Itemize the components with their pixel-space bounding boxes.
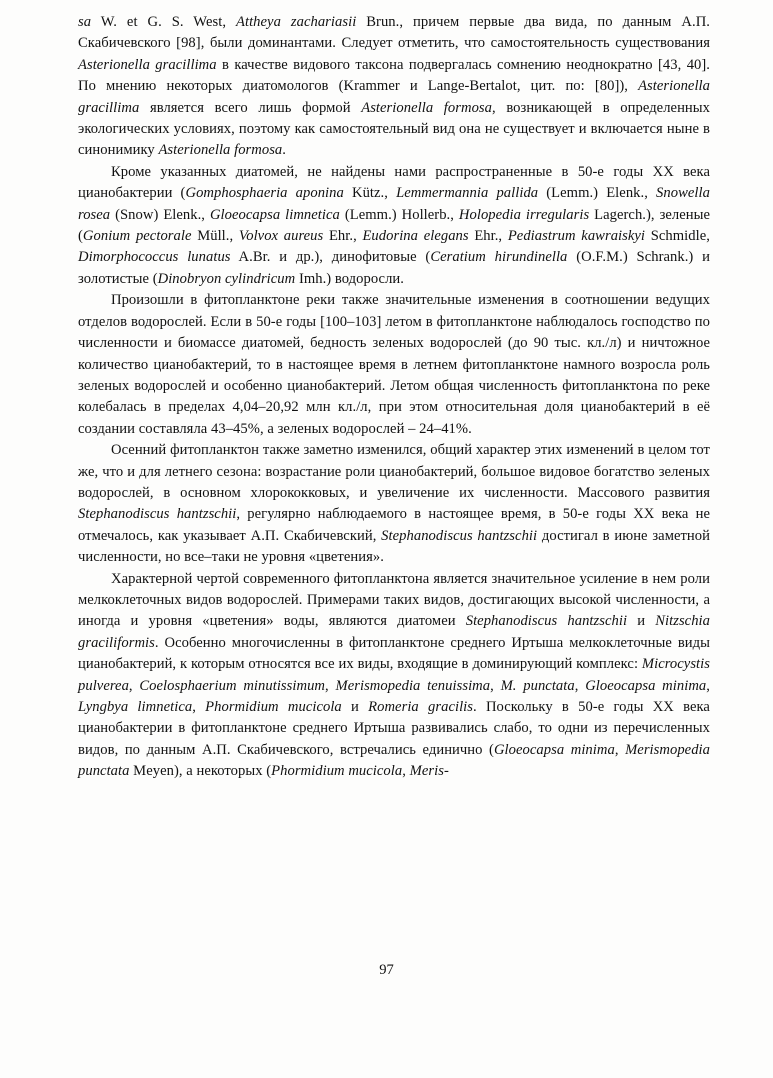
text-run: и — [341, 699, 369, 715]
species-name: Snowella rosea — [78, 185, 710, 223]
species-name: Nitzschia graciliformis — [78, 613, 710, 651]
text-run: W. et G. S. West, — [91, 14, 236, 30]
species-name: Asterionella gracillima — [78, 78, 710, 116]
text-run: , — [325, 677, 336, 694]
species-name: Merismopedia punctata — [78, 741, 710, 780]
text-run: , — [402, 763, 410, 780]
text-run: , регулярно наблюдаемого в настоящее время, в 50-е годы XX века не отмечалось, как указывает А.П. Скабичевский, — [78, 506, 710, 544]
text-run: является всего лишь формой — [139, 99, 362, 116]
species-name: Microcystis pulverea — [78, 656, 710, 694]
species-name: Asterionella gracillima — [78, 56, 217, 73]
text-run: , — [574, 677, 586, 694]
species-name: Ceratium hirundinella — [430, 249, 568, 266]
species-name: Merismopedia tenuissima — [335, 677, 491, 694]
text-run: , — [128, 677, 140, 694]
species-name: Lyngbya limnetica — [78, 699, 193, 715]
species-name: Dinobryon cylindricum — [157, 270, 296, 287]
species-name: Attheya zachariasii — [236, 14, 357, 30]
text-run: , — [490, 677, 501, 694]
species-name: Gloeocapsa minima — [493, 741, 615, 758]
species-name: Coelosphaerium minutissimum — [139, 677, 326, 694]
species-name: Volvox aureus — [238, 228, 324, 245]
text-run: , — [706, 677, 710, 694]
species-name: Meris- — [409, 763, 449, 780]
text-run: Kütz., — [343, 185, 397, 202]
species-name: Gonium pectorale — [82, 228, 192, 245]
species-name: Asterionella formosa — [158, 142, 283, 159]
species-name: Gloeocapsa minima — [585, 677, 707, 694]
text-run: (O.F.M.) Schrank.) и золотистые ( — [78, 249, 710, 287]
species-name: Stephanodiscus hantzschii — [465, 613, 628, 630]
species-name: Phormidium mucicola — [271, 763, 403, 780]
paragraph — [78, 290, 710, 440]
page-number: 97 — [379, 962, 394, 978]
text-run: и — [627, 613, 656, 630]
text-run: в качестве видового таксона подвергалась сомнению неоднократно [43, 40]. По мнению некоторых диатомологов (Krammer и Lange-Bertalot, цит. по: [80]), — [78, 56, 710, 95]
paragraph — [78, 569, 710, 783]
species-name: Holopedia irregularis — [458, 206, 590, 223]
text-run: Характерной чертой современного фитопланктона является значительное усиление в нем роли мелкоклеточных видов водорослей. Примерами таких видов, достигающих высокой численности, а иногда и уровня «цветения» воды, являются диатомеи — [78, 570, 710, 630]
text-run: , — [192, 699, 206, 715]
text-run: A.Br. и др.), динофитовые ( — [230, 249, 431, 266]
text-run: (Snow) Elenk., — [110, 206, 210, 223]
species-name: Asterionella formosa — [361, 99, 492, 116]
text-run: , — [614, 741, 626, 758]
text-run: Ehr., — [323, 228, 363, 245]
text-run: . Поскольку в 50-е годы XX века цианобактерии в фитопланктоне среднего Иртыша развивались слабо, то одни из перечисленных видов, по данным А.П. Скабичевского, встречались единично ( — [78, 699, 710, 758]
paragraph — [78, 162, 710, 290]
species-name: Eudorina elegans — [362, 228, 469, 245]
text-run: Imh.) водоросли. — [295, 270, 404, 287]
body-text — [78, 12, 710, 783]
species-name: M. punctata — [500, 677, 575, 694]
species-name: Phormidium mucicola — [205, 699, 342, 715]
text-run: (Lemm.) Hollerb., — [339, 206, 459, 223]
text-run: Ehr., — [468, 228, 508, 245]
paragraph — [78, 12, 710, 162]
species-name: sa — [78, 14, 92, 30]
species-name: Romeria gracilis — [368, 699, 474, 715]
species-name: Gloeocapsa limnetica — [209, 206, 340, 223]
text-run: , возникающей в определенных экологических условиях, поэтому как самостоятельный вид она не существует и включается ныне в синонимику — [78, 99, 710, 159]
text-run: достигал в июне заметной численности, но все–таки не уровня «цветения». — [78, 527, 711, 566]
text-run: Brun., причем первые два вида, по данным А.П. Скабичевского [98], были доминантами. Следует отметить, что самостоятельность существования — [78, 14, 710, 52]
text-run: (Lemm.) Elenk., — [538, 185, 657, 202]
species-name: Dimorphococcus lunatus — [78, 249, 231, 266]
text-run: Lagerch.), зеленые ( — [78, 206, 711, 245]
text-run: . — [282, 142, 286, 159]
text-run: Произошли в фитопланктоне реки также значительные изменения в соотношении ведущих отделов водорослей. Если в 50-е годы [100–103] летом в фитопланктоне наблюдалось господство по численности и биомассе диатомей, бедность зеленых водорослей (до 90 тыс. кл./л) и ничтожное количество цианобактерий, то в настоящее время в летнем фитопланктоне намного возросла роль зеленых водорослей и особенно цианобактерий. Летом общая численность фитопланктона по реке колебалась в пределах 4,04–20,92 млн кл./л, при этом относительная доля цианобактерий в её создании составляла 43–45%, а зеленых водорослей – 24–41%. — [78, 292, 710, 437]
species-name: Lemmermannia pallida — [396, 185, 539, 202]
species-name: Stephanodiscus hantzschii — [381, 527, 538, 544]
text-run: Кроме указанных диатомей, не найдены нами распространенные в 50-е годы XX века цианобактерии ( — [78, 163, 710, 202]
species-name: Gomphosphaeria aponina — [185, 185, 344, 202]
text-run: Schmidle, — [645, 228, 710, 245]
text-run: Meyen), а некоторых ( — [129, 763, 272, 780]
species-name: Pediastrum kawraiskyi — [507, 228, 646, 245]
species-name: Stephanodiscus hantzschii — [78, 506, 237, 523]
text-run: Осенний фитопланктон также заметно изменился, общий характер этих изменений в целом тот же, что и для летнего сезона: возрастание роли цианобактерий, большое видовое богатство зеленых водорослей, в основном хлорококковых, и увеличение их численности. Массового развития — [78, 442, 710, 501]
text-run: . Особенно многочисленны в фитопланктоне среднего Иртыша мелкоклеточные виды цианобактерий, к которым относятся все их виды, входящие в доминирующий комплекс: — [78, 634, 710, 673]
paragraph — [78, 440, 710, 568]
text-run: Müll., — [191, 228, 239, 245]
